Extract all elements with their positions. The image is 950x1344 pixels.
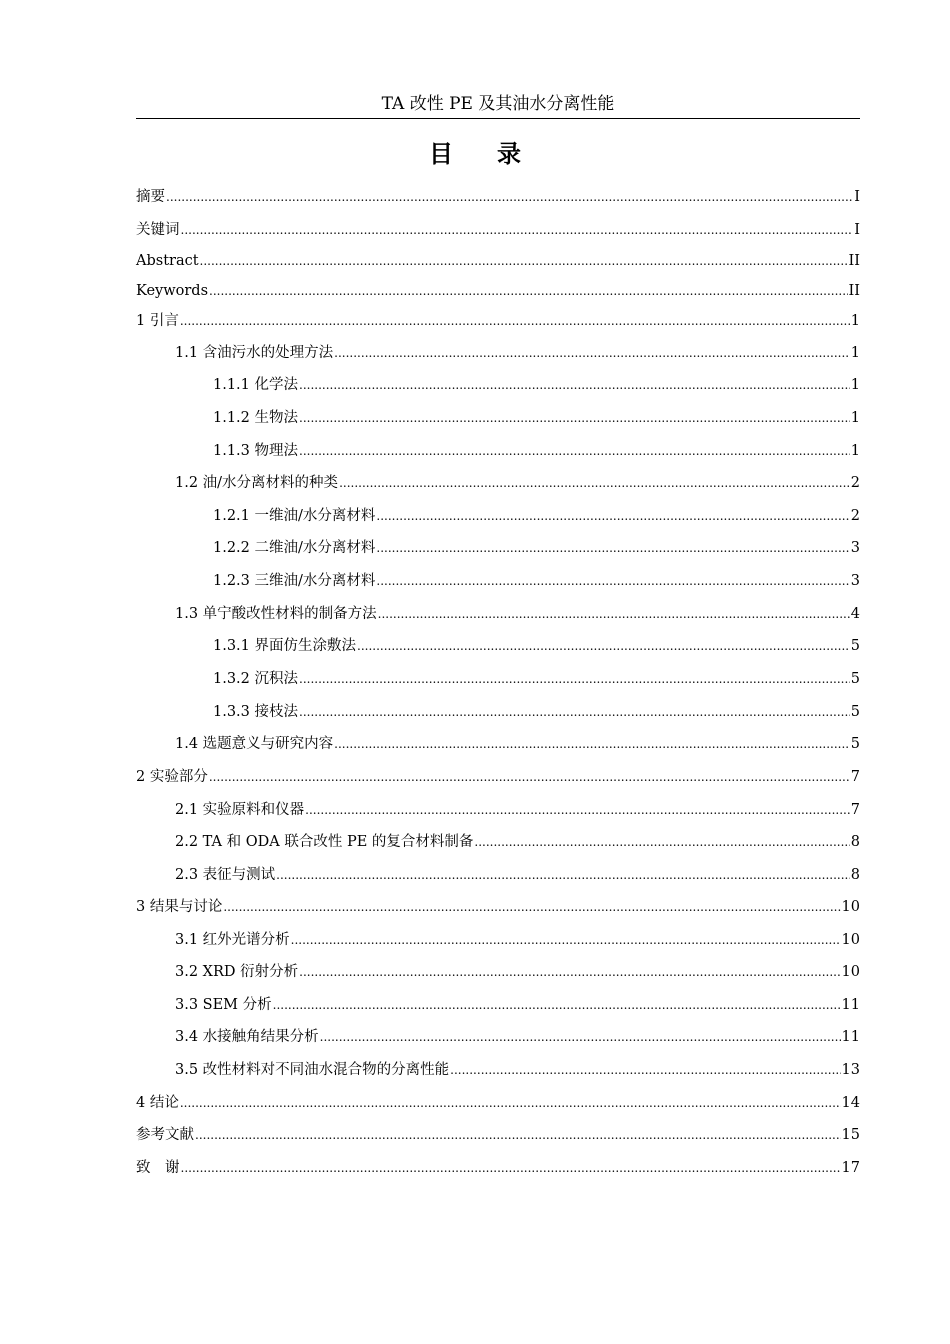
toc-entry-label: 1.1 含油污水的处理方法 <box>175 345 334 361</box>
toc-entry-page: I <box>854 189 860 205</box>
toc-entry-page: 10 <box>841 932 860 948</box>
toc-entry-page: 7 <box>850 802 860 818</box>
toc-entry-label: 致 谢 <box>136 1160 180 1176</box>
toc-entry-label: 1.2.2 二维油/水分离材料 <box>213 540 376 556</box>
toc-entry <box>213 702 860 722</box>
toc-leader-dots <box>273 995 841 1015</box>
toc-entry <box>136 1093 860 1113</box>
toc-leader-dots <box>195 1125 841 1145</box>
toc-entry-label: 3.3 SEM 分析 <box>175 997 272 1013</box>
toc-entry-label: 关键词 <box>136 222 180 238</box>
toc-entry-label: 摘要 <box>136 189 165 205</box>
running-header: TA 改性 PE 及其油水分离性能 <box>381 94 615 114</box>
toc-leader-dots <box>299 375 850 395</box>
toc-title-right: 录 <box>497 140 521 168</box>
toc-entry-page: 1 <box>850 443 860 459</box>
toc-entry-page: 1 <box>850 313 860 329</box>
toc-entry-page: 5 <box>850 638 860 654</box>
toc-entry-page: 2 <box>850 508 860 524</box>
toc-entry <box>175 734 860 754</box>
toc-entry <box>136 251 860 271</box>
toc-entry-page: 1 <box>850 410 860 426</box>
toc-entry-label: 3.5 改性材料对不同油水混合物的分离性能 <box>175 1062 450 1078</box>
toc-entry-label: 1.3 单宁酸改性材料的制备方法 <box>175 606 377 622</box>
toc-entry-label: 1.4 选题意义与研究内容 <box>175 736 334 752</box>
toc-entry <box>136 897 860 917</box>
toc-entry <box>213 538 860 558</box>
toc-entry-page: 11 <box>841 1029 860 1045</box>
toc-entry <box>213 375 860 395</box>
toc-leader-dots <box>181 220 854 240</box>
toc-entry-page: 11 <box>841 997 860 1013</box>
toc-leader-dots <box>376 538 849 558</box>
toc-entry <box>136 767 860 787</box>
toc-entry-page: 15 <box>841 1127 860 1143</box>
toc-leader-dots <box>450 1060 840 1080</box>
toc-leader-dots <box>339 473 850 493</box>
header-rule <box>136 118 860 119</box>
toc-entry <box>175 865 860 885</box>
toc-entry <box>136 281 860 301</box>
toc-entry-label: 2 实验部分 <box>136 769 208 785</box>
toc-entry <box>175 604 860 624</box>
toc-leader-dots <box>334 343 850 363</box>
toc-entry-label: 1 引言 <box>136 313 179 329</box>
toc-entry-page: 5 <box>850 671 860 687</box>
toc-entry-page: I <box>854 222 860 238</box>
toc-leader-dots <box>474 832 849 852</box>
toc-title <box>0 139 950 169</box>
toc-leader-dots <box>276 865 850 885</box>
toc-leader-dots <box>299 702 850 722</box>
toc-leader-dots <box>357 636 850 656</box>
toc-entry-label: 1.3.3 接枝法 <box>213 704 299 720</box>
toc-entry <box>213 441 860 461</box>
toc-entry-page: 1 <box>850 377 860 393</box>
toc-entry-page: 1 <box>850 345 860 361</box>
toc-leader-dots <box>376 571 849 591</box>
toc-entry-page: 8 <box>850 834 860 850</box>
toc-entry-label: 1.3.2 沉积法 <box>213 671 299 687</box>
toc-entry-label: 2.3 表征与测试 <box>175 867 276 883</box>
toc-entry-label: Keywords <box>136 283 209 299</box>
toc-entry <box>175 473 860 493</box>
toc-leader-dots <box>180 1093 841 1113</box>
toc-title-left: 目 <box>429 140 453 168</box>
toc-entry-page: 10 <box>841 964 860 980</box>
toc-entry-label: 1.1.1 化学法 <box>213 377 299 393</box>
toc-entry-label: 3.2 XRD 衍射分析 <box>175 964 299 980</box>
toc-entry-page: 5 <box>850 704 860 720</box>
toc-entry-label: 参考文献 <box>136 1127 194 1143</box>
toc-entry-label: 3.4 水接触角结果分析 <box>175 1029 319 1045</box>
toc-entry-page: 14 <box>841 1095 860 1111</box>
toc-entry-page: 5 <box>850 736 860 752</box>
toc-entry <box>175 962 860 982</box>
toc-entry-page: 2 <box>850 475 860 491</box>
toc-leader-dots <box>209 281 848 301</box>
toc-entry <box>175 800 860 820</box>
toc-leader-dots <box>200 251 848 271</box>
toc-entry-page: II <box>848 253 860 269</box>
toc-entry <box>213 506 860 526</box>
toc-entry-label: 1.1.3 物理法 <box>213 443 299 459</box>
toc-entry-page: 7 <box>850 769 860 785</box>
toc-entry <box>175 930 860 950</box>
toc-entry-label: 3 结果与讨论 <box>136 899 223 915</box>
toc-entry <box>213 669 860 689</box>
toc-entry <box>136 1125 860 1145</box>
toc-entry-page: 8 <box>850 867 860 883</box>
toc-entry-page: 3 <box>850 573 860 589</box>
toc-leader-dots <box>299 669 850 689</box>
toc-entry-label: 3.1 红外光谱分析 <box>175 932 290 948</box>
toc-entry <box>136 187 860 207</box>
toc-leader-dots <box>305 800 850 820</box>
toc-leader-dots <box>299 408 850 428</box>
toc-leader-dots <box>223 897 840 917</box>
toc-leader-dots <box>180 311 850 331</box>
toc-entry <box>213 636 860 656</box>
toc-leader-dots <box>378 604 850 624</box>
toc-leader-dots <box>181 1158 841 1178</box>
toc-entry <box>175 1060 860 1080</box>
toc-entry <box>175 1027 860 1047</box>
toc-entry-label: 1.2 油/水分离材料的种类 <box>175 475 339 491</box>
toc-entry <box>175 995 860 1015</box>
toc-entry-label: 1.3.1 界面仿生涂敷法 <box>213 638 357 654</box>
toc-leader-dots <box>299 441 850 461</box>
toc-entry <box>213 571 860 591</box>
toc-entry-label: 4 结论 <box>136 1095 179 1111</box>
toc-entry <box>136 311 860 331</box>
toc-entry-page: 17 <box>841 1160 860 1176</box>
toc-entry-label: Abstract <box>136 253 199 269</box>
toc-entry <box>136 220 860 240</box>
toc-entry-page: II <box>848 283 860 299</box>
toc-leader-dots <box>291 930 841 950</box>
toc-entry-label: 1.2.3 三维油/水分离材料 <box>213 573 376 589</box>
toc-entry <box>213 408 860 428</box>
toc-leader-dots <box>209 767 850 787</box>
toc-entry <box>175 832 860 852</box>
toc-leader-dots <box>320 1027 841 1047</box>
toc-leader-dots <box>299 962 840 982</box>
toc-entry-page: 4 <box>850 606 860 622</box>
toc-entry-page: 3 <box>850 540 860 556</box>
toc-entry <box>136 1158 860 1178</box>
toc-entry-page: 10 <box>841 899 860 915</box>
toc-leader-dots <box>334 734 850 754</box>
toc-leader-dots <box>166 187 853 207</box>
toc-entry-label: 1.2.1 一维油/水分离材料 <box>213 508 376 524</box>
toc-leader-dots <box>376 506 849 526</box>
toc-entry-label: 2.2 TA 和 ODA 联合改性 PE 的复合材料制备 <box>175 834 474 850</box>
toc-entry <box>175 343 860 363</box>
toc-entry-page: 13 <box>841 1062 860 1078</box>
toc-entry-label: 2.1 实验原料和仪器 <box>175 802 305 818</box>
toc-entry-label: 1.1.2 生物法 <box>213 410 299 426</box>
